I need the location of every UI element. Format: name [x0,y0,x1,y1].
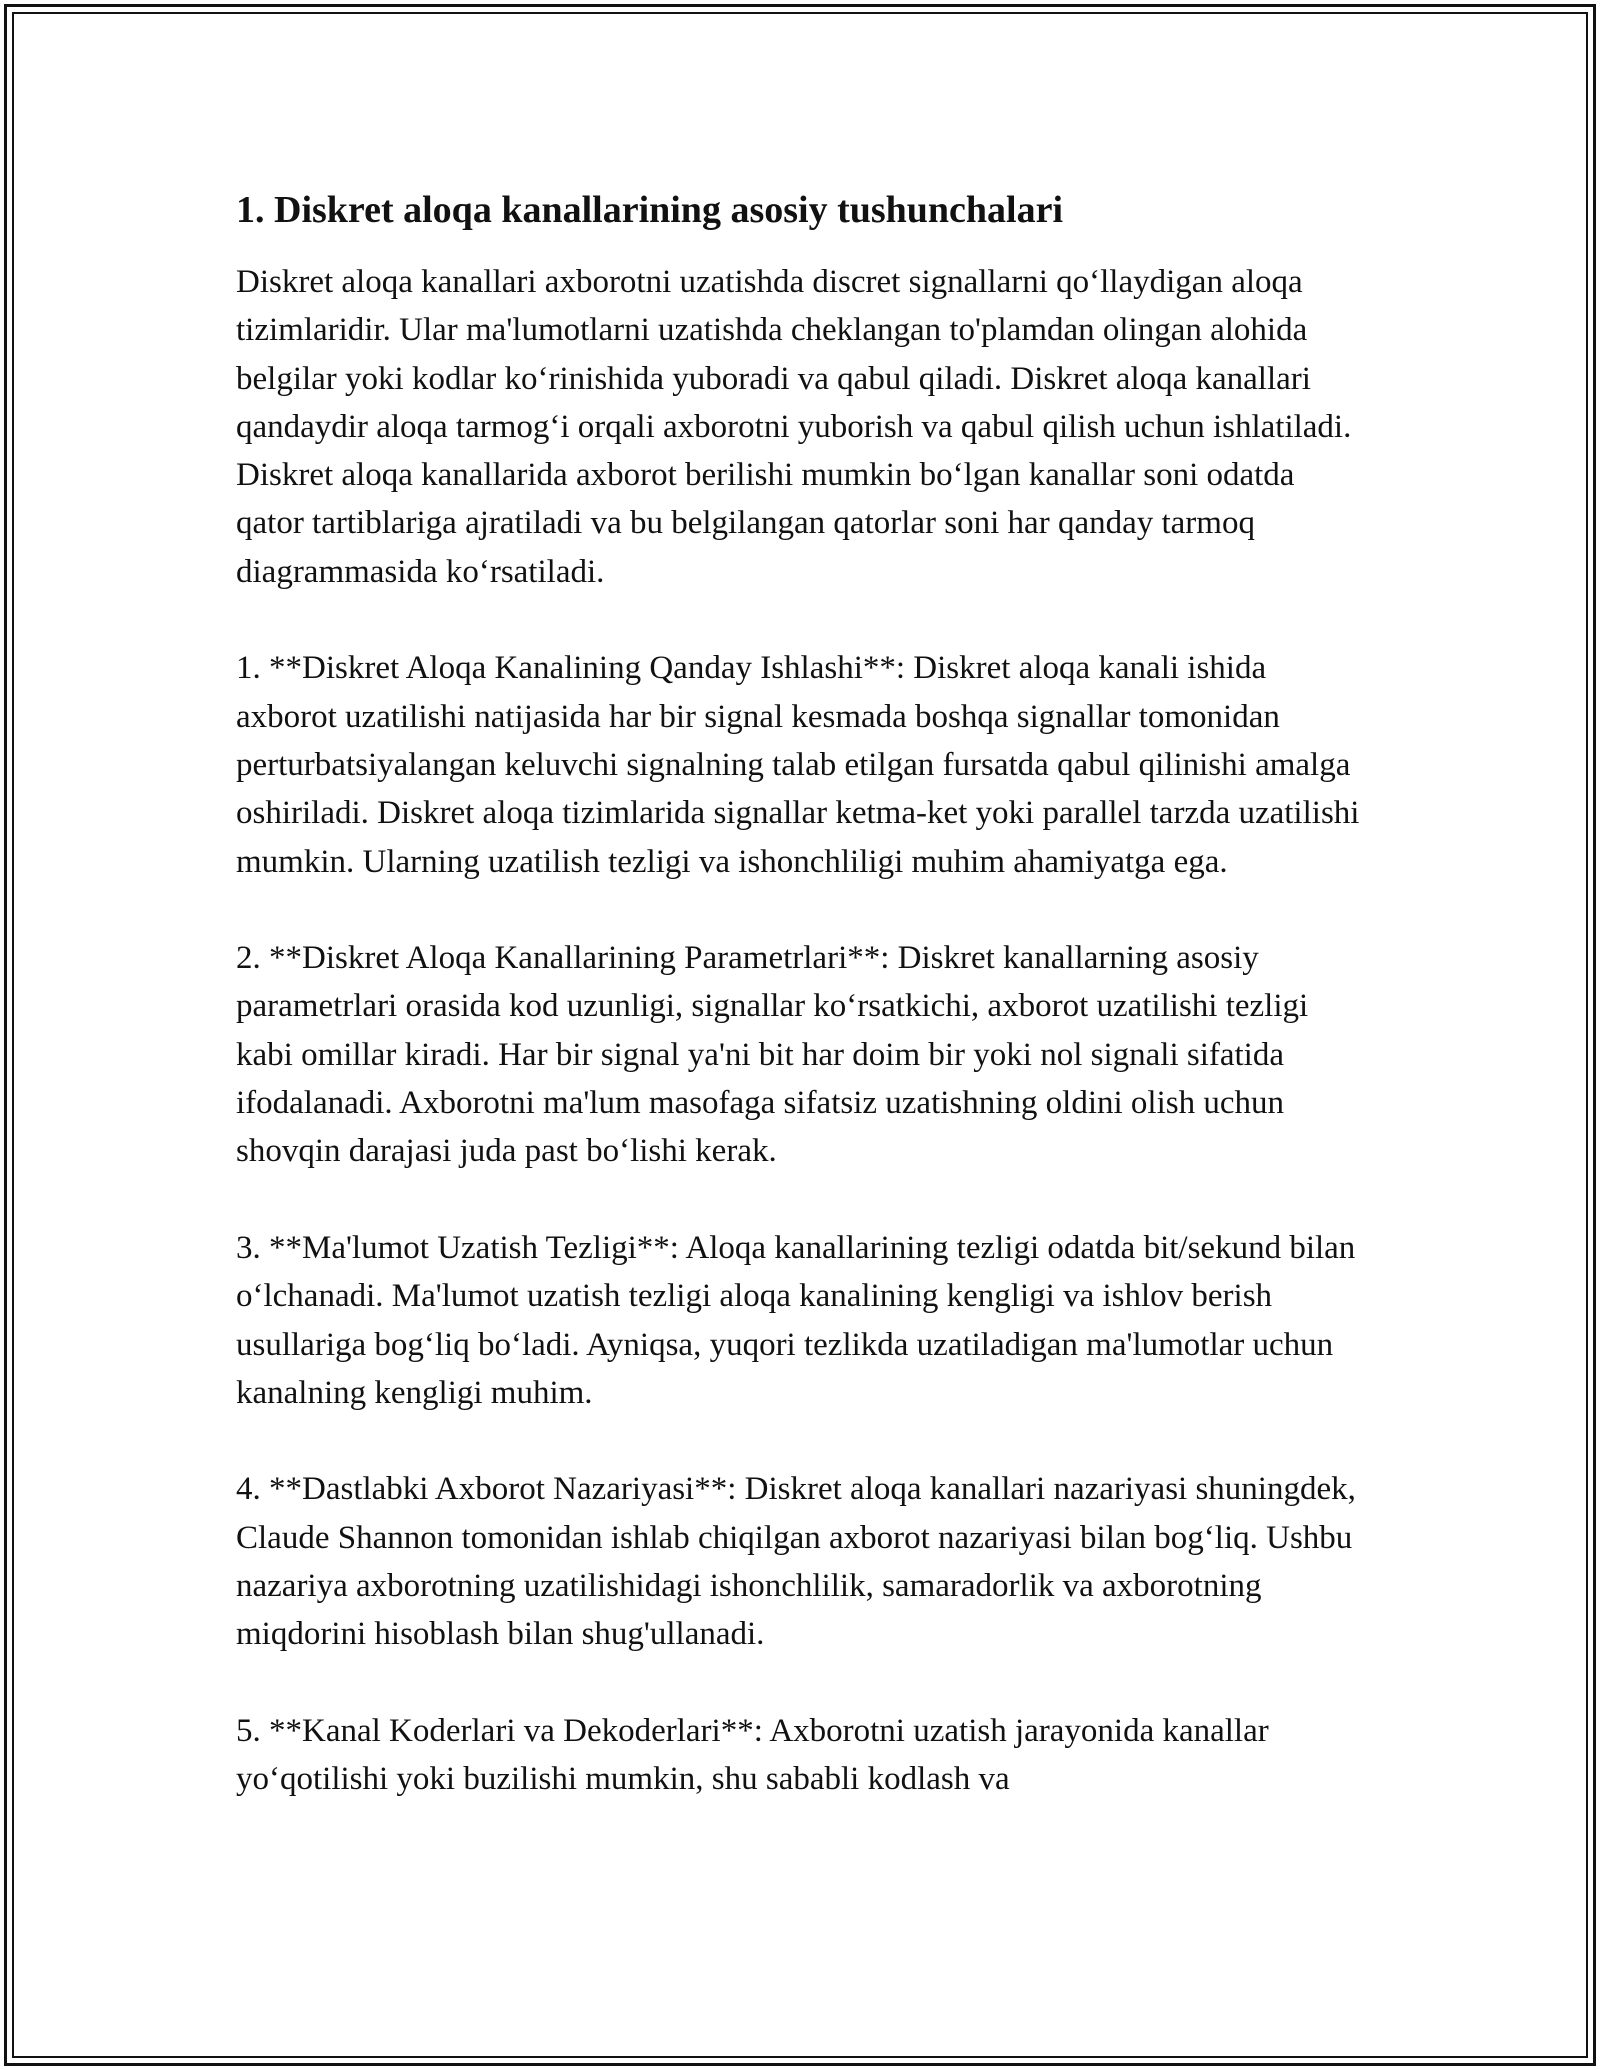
document-title: 1. Diskret aloqa kanallarining asosiy tushunchalari [236,189,1064,231]
section-5-paragraph: 5. **Kanal Koderlari va Dekoderlari**: Axborotni uzatish jarayonida kanallar yo‘qotilishi yoki buzilishi mumkin, shu sababli kodlash va [236,1712,1269,1798]
section-2-paragraph: 2. **Diskret Aloqa Kanallarining Parametrlari**: Diskret kanallarning asosiy parametrlari orasida kod uzunligi, signallar ko‘rsatkichi, axborot uzatilishi tezligi kabi omillar kiradi. Har bir signal ya'ni bit har doim bir yoki nol signali sifatida ifodalanadi. Axborotni ma'lum masofaga sifatsiz uzatishning oldini olish uchun shovqin darajasi juda past bo‘lishi kerak. [236,940,1309,1170]
intro-paragraph: Diskret aloqa kanallari axborotni uzatishda discret signallarni qo‘llaydigan aloqa tizimlaridir. Ular ma'lumotlarni uzatishda cheklangan to'plamdan olingan alohida belgilar yoki kodlar ko‘rinishida yuboradi va qabul qiladi. Diskret aloqa kanallari qandaydir aloqa tarmog‘i orqali axborotni yuborish va qabul qilish uchun ishlatiladi. Diskret aloqa kanallarida axborot berilishi mumkin bo‘lgan kanallar soni odatda qator tartiblariga ajratiladi va bu belgilangan qatorlar soni har qanday tarmoq diagrammasida ko‘rsatiladi. [236,264,1352,590]
section-4-paragraph: 4. **Dastlabki Axborot Nazariyasi**: Diskret aloqa kanallari nazariyasi shuningdek, Claude Shannon tomonidan ishlab chiqilgan axborot nazariyasi bilan bog‘liq. Ushbu nazariya axborotning uzatilishidagi ishonchlilik, samaradorlik va axborotning miqdorini hisoblash bilan shug'ullanadi. [236,1471,1356,1653]
section-1-paragraph: 1. **Diskret Aloqa Kanalining Qanday Ishlashi**: Diskret aloqa kanali ishida axborot uzatilishi natijasida har bir signal kesmada boshqa signallar tomonidan perturbatsiyalangan keluvchi signalning talab etilgan fursatda qabul qilinishi amalga oshiriladi. Diskret aloqa tizimlarida signallar ketma-ket yoki parallel tarzda uzatilishi mumkin. Ularning uzatilish tezligi va ishonchliligi muhim ahamiyatga ega. [236,650,1360,880]
document-body [236,186,1364,1852]
section-3-paragraph: 3. **Ma'lumot Uzatish Tezligi**: Aloqa kanallarining tezligi odatda bit/sekund bilan o‘lchanadi. Ma'lumot uzatish tezligi aloqa kanalining kengligi va ishlov berish usullariga bog‘liq bo‘ladi. Ayniqsa, yuqori tezlikda uzatiladigan ma'lumotlar uchun kanalning kengligi muhim. [236,1229,1356,1411]
